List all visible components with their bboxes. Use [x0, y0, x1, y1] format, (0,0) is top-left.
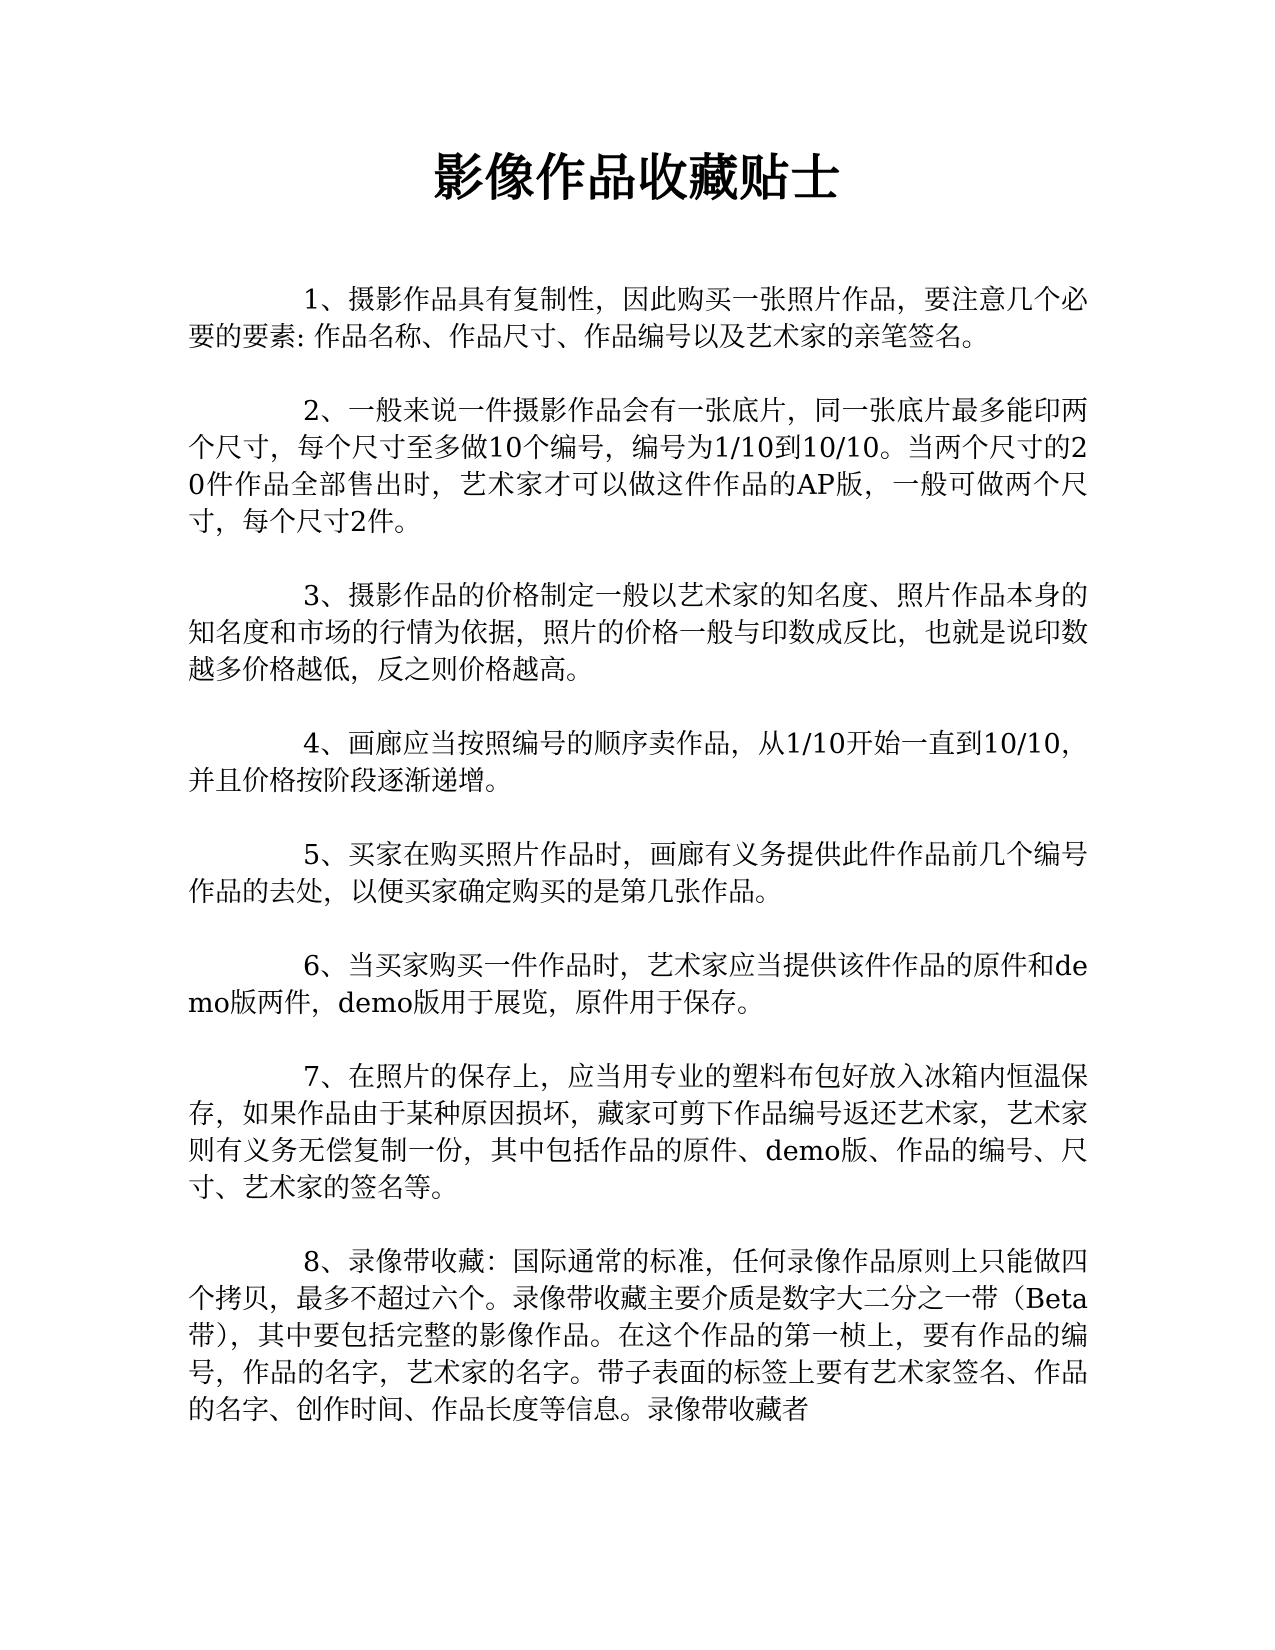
document-title: 影像作品收藏贴士 — [433, 148, 842, 207]
paragraph-3: 3、摄影作品的价格制定一般以艺术家的知名度、照片作品本身的知名度和市场的行情为依据，照片的价格一般与印数成反比，也就是说印数越多价格越低，反之则价格越高。 — [188, 581, 1088, 686]
paragraph-5: 5、买家在购买照片作品时，画廊有义务提供此件作品前几个编号作品的去处，以便买家确定购买的是第几张作品。 — [188, 840, 1088, 908]
paragraph-8: 8、录像带收藏：国际通常的标准，任何录像作品原则上只能做四个拷贝，最多不超过六个。录像带收藏主要介质是数字大二分之一带（Beta带），其中要包括完整的影像作品。在这个作品的第一桢上，要有作品的编号，作品的名字，艺术家的名字。带子表面的标签上要有艺术家签名、作品的名字、创作时间、作品长度等信息。录像带收藏者 — [188, 1247, 1088, 1426]
paragraph-1: 1、摄影作品具有复制性，因此购买一张照片作品，要注意几个必要的要素: 作品名称、作品尺寸、作品编号以及艺术家的亲笔签名。 — [188, 285, 1088, 353]
paragraph-2: 2、一般来说一件摄影作品会有一张底片，同一张底片最多能印两个尺寸，每个尺寸至多做10个编号，编号为1/10到10/10。当两个尺寸的20件作品全部售出时，艺术家才可以做这件作品的AP版，一般可做两个尺寸，每个尺寸2件。 — [188, 396, 1088, 538]
paragraph-4: 4、画廊应当按照编号的顺序卖作品，从1/10开始一直到10/10，并且价格按阶段逐渐递增。 — [188, 729, 1088, 797]
paragraph-7: 7、在照片的保存上，应当用专业的塑料布包好放入冰箱内恒温保存，如果作品由于某种原因损坏，藏家可剪下作品编号返还艺术家，艺术家则有义务无偿复制一份，其中包括作品的原件、demo版、作品的编号、尺寸、艺术家的签名等。 — [188, 1062, 1088, 1204]
paragraph-6: 6、当买家购买一件作品时，艺术家应当提供该件作品的原件和demo版两件，demo版用于展览，原件用于保存。 — [188, 951, 1088, 1019]
document-body — [188, 282, 1088, 1466]
